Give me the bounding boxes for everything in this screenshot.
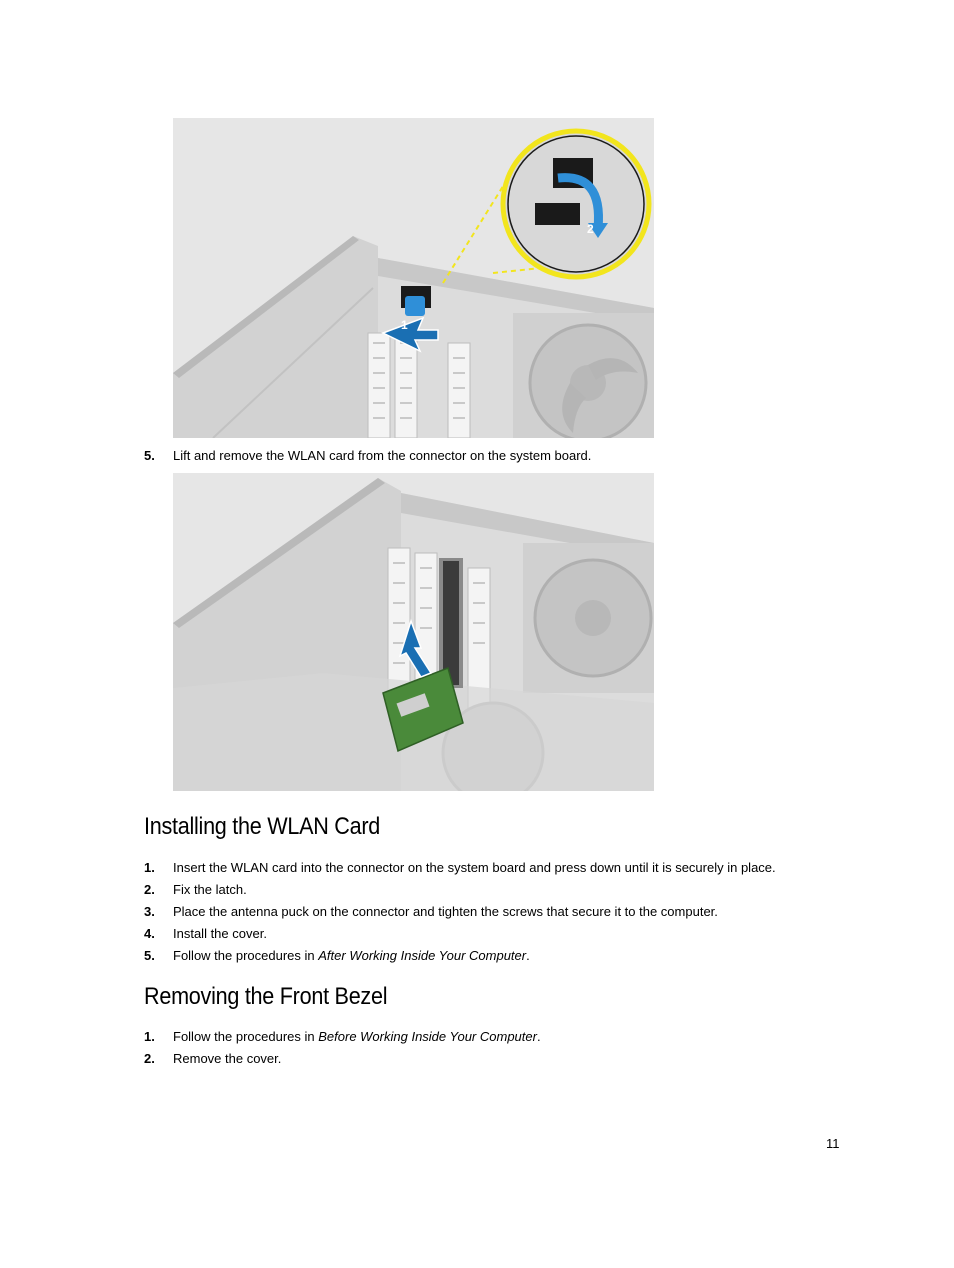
step-text-suffix: . <box>526 948 530 963</box>
step-text-suffix: . <box>536 1029 541 1044</box>
step-text: Fix the latch. <box>173 882 247 897</box>
step-text: Install the cover. <box>173 926 267 941</box>
wlan-card-removal-drawing <box>173 473 654 791</box>
section-title-removing-front-bezel: Removing the Front Bezel <box>144 983 388 1010</box>
step-text <box>173 1029 541 1045</box>
step-text: Insert the WLAN card into the connector on the system board and press down until it is securely in place. <box>173 860 776 875</box>
latch-release-illustration <box>173 118 654 438</box>
step-number: 1. <box>144 860 155 875</box>
wlan-card-removal-illustration <box>173 473 654 791</box>
step-text: Place the antenna puck on the connector and tighten the screws that secure it to the computer. <box>173 904 718 919</box>
step-number: 2. <box>144 1051 155 1066</box>
callout-1: 1 <box>401 318 408 332</box>
step-text-prefix: Follow the procedures in <box>173 1029 319 1044</box>
after-working-inside-link[interactable]: After Working Inside Your Computer <box>318 948 527 963</box>
latch-release-drawing <box>173 118 654 438</box>
step-number: 4. <box>144 926 155 941</box>
before-working-inside-link[interactable]: Before Working Inside Your Computer <box>318 1029 537 1044</box>
step-number: 2. <box>144 882 155 897</box>
step-number: 1. <box>144 1029 155 1044</box>
step-text-prefix: Follow the procedures in <box>173 948 319 963</box>
step-text <box>173 948 530 964</box>
step-number: 5. <box>144 948 155 963</box>
callout-2: 2 <box>587 222 594 236</box>
page-number: 11 <box>826 1136 840 1151</box>
step-text: Remove the cover. <box>173 1051 282 1066</box>
step-number: 3. <box>144 904 155 919</box>
step-text: Lift and remove the WLAN card from the connector on the system board. <box>173 448 592 463</box>
section-title-installing-wlan: Installing the WLAN Card <box>144 813 381 840</box>
step-number: 5. <box>144 448 155 463</box>
